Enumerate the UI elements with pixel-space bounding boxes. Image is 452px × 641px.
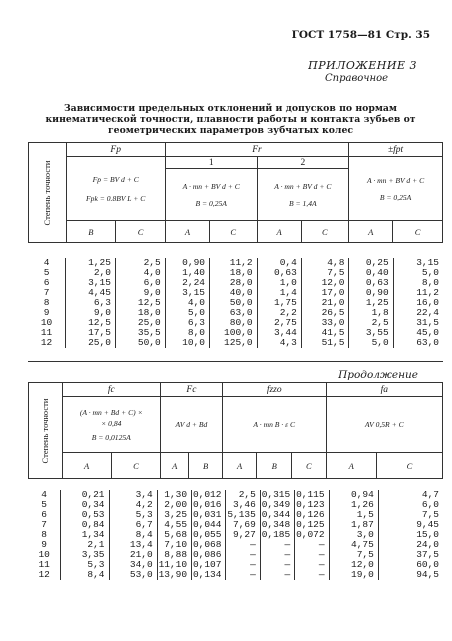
value-cell: 3,4 xyxy=(109,490,157,500)
value-cell: 16,0 xyxy=(393,298,443,308)
value-cell: 7,5 xyxy=(329,550,378,560)
value-cell: 4,7 xyxy=(378,490,443,500)
value-cell: 94,5 xyxy=(378,570,443,580)
value-cell: 25,0 xyxy=(115,318,165,328)
value-cell: 0,40 xyxy=(349,268,393,278)
value-cell: 5,68 xyxy=(157,530,191,540)
grade-cell: 6 xyxy=(41,509,47,520)
value-cell: — xyxy=(260,560,294,570)
value-cell: — xyxy=(295,550,329,560)
value-cell: 0,086 xyxy=(192,550,226,560)
value-cell: 5,135 xyxy=(226,510,260,520)
value-cell: 5,0 xyxy=(165,308,209,318)
fzzo-formula-cell xyxy=(222,397,326,453)
value-cell: 0,055 xyxy=(192,530,226,540)
fp-header: Fp xyxy=(66,143,165,157)
value-cell: 0,84 xyxy=(61,520,109,530)
value-cell: 12,0 xyxy=(301,278,349,288)
value-cell: 80,0 xyxy=(209,318,257,328)
value-cell: 5,3 xyxy=(109,510,157,520)
value-cell: 4,2 xyxy=(109,500,157,510)
table1-subhead-2: A xyxy=(165,221,209,243)
grade-cell: 11 xyxy=(40,327,53,338)
value-cell: — xyxy=(260,570,294,580)
value-cell: 12,5 xyxy=(66,318,116,328)
table-row xyxy=(28,570,443,580)
value-cell: 1,30 xyxy=(157,490,191,500)
value-cell: — xyxy=(226,570,260,580)
value-cell: 9,0 xyxy=(115,288,165,298)
grade-cell: 10 xyxy=(38,549,50,560)
value-cell: 0,53 xyxy=(61,510,109,520)
table1-subhead-3: C xyxy=(210,221,257,243)
value-cell: 11,2 xyxy=(209,258,257,268)
grade-cell: 12 xyxy=(40,337,53,348)
value-cell: 50,0 xyxy=(115,338,165,348)
value-cell: 0,63 xyxy=(349,278,393,288)
table1-subhead-4: A xyxy=(257,221,301,243)
value-cell: 5,0 xyxy=(349,338,393,348)
fr1-coef: B = 0,25A xyxy=(195,198,227,208)
value-cell: 10,0 xyxy=(165,338,209,348)
value-cell: 34,0 xyxy=(109,560,157,570)
fr2-formula: A · mn + BV d + C xyxy=(274,181,332,191)
value-cell: 35,5 xyxy=(115,328,165,338)
table1-subhead-5: C xyxy=(301,221,348,243)
value-cell: 8,0 xyxy=(393,278,443,288)
value-cell: — xyxy=(226,560,260,570)
fr2-coef: B = 1,4A xyxy=(288,198,317,208)
grade-stub-header-2: Степень точности xyxy=(29,383,63,479)
value-cell: 2,0 xyxy=(66,268,116,278)
value-cell: 15,0 xyxy=(378,530,443,540)
value-cell: — xyxy=(295,570,329,580)
fp-formula: Fp = BV d + C xyxy=(92,174,139,184)
grade-cell: 12 xyxy=(38,569,50,580)
value-cell: 31,5 xyxy=(393,318,443,328)
table1-subhead-1: C xyxy=(116,221,166,243)
fc-formula-cell xyxy=(62,397,161,453)
value-cell: 3,35 xyxy=(61,550,109,560)
value-cell: 21,0 xyxy=(301,298,349,308)
table1-subhead-0: B xyxy=(66,221,116,243)
table1-subhead-7: C xyxy=(393,221,443,243)
value-cell: 0,63 xyxy=(257,268,301,278)
value-cell: 17,0 xyxy=(301,288,349,298)
value-cell: 9,0 xyxy=(66,308,116,318)
value-cell: 25,0 xyxy=(66,338,116,348)
value-cell: 28,0 xyxy=(209,278,257,288)
value-cell: 3,15 xyxy=(66,278,116,288)
value-cell: 5,3 xyxy=(61,560,109,570)
value-cell: 3,15 xyxy=(165,288,209,298)
value-cell: 2,5 xyxy=(226,490,260,500)
value-cell: 9,27 xyxy=(226,530,260,540)
table2-subhead-1: C xyxy=(111,453,160,479)
grade-cell: 9 xyxy=(43,307,50,318)
value-cell: 0,344 xyxy=(260,510,294,520)
grade-cell: 5 xyxy=(43,267,50,278)
value-cell: 8,4 xyxy=(61,570,109,580)
value-cell: 125,0 xyxy=(209,338,257,348)
value-cell: 12,0 xyxy=(329,560,378,570)
value-cell: 53,0 xyxy=(109,570,157,580)
fc-formula-exp: × 0,84 xyxy=(101,418,122,428)
value-cell: 11,10 xyxy=(157,560,191,570)
table-row xyxy=(28,338,443,348)
value-cell: — xyxy=(226,540,260,550)
value-cell: 4,3 xyxy=(257,338,301,348)
table2-subhead-0: A xyxy=(62,453,111,479)
value-cell: — xyxy=(295,540,329,550)
value-cell: 60,0 xyxy=(378,560,443,570)
grade-cell: 10 xyxy=(40,317,53,328)
fc-header: fc xyxy=(62,383,161,397)
value-cell: 1,75 xyxy=(257,298,301,308)
fr1-formula: A · mn + BV d + C xyxy=(182,181,240,191)
value-cell: 0,068 xyxy=(192,540,226,550)
value-cell: 8,0 xyxy=(165,328,209,338)
value-cell: — xyxy=(260,550,294,560)
value-cell: 1,5 xyxy=(329,510,378,520)
fc-coef: B = 0,0125A xyxy=(91,432,131,442)
table1-bottom-rule xyxy=(28,361,443,362)
value-cell: — xyxy=(226,550,260,560)
value-cell: 4,0 xyxy=(165,298,209,308)
value-cell: 7,5 xyxy=(301,268,349,278)
appendix-title: ПРИЛОЖЕНИЕ 3 xyxy=(308,59,417,72)
table2-subhead-5: B xyxy=(257,453,292,479)
table2-subhead-8: C xyxy=(376,453,442,479)
value-cell: 63,0 xyxy=(393,338,443,348)
grade-cell: 11 xyxy=(38,559,50,570)
value-cell: 8,88 xyxy=(157,550,191,560)
value-cell: 7,69 xyxy=(226,520,260,530)
grade-cell: 8 xyxy=(43,297,50,308)
fpt-header: ±fpt xyxy=(349,143,443,157)
value-cell: 51,5 xyxy=(301,338,349,348)
grade-cell: 7 xyxy=(41,519,47,530)
value-cell: 13,4 xyxy=(109,540,157,550)
table2-subhead-7: A xyxy=(326,453,376,479)
value-cell: 6,0 xyxy=(115,278,165,288)
value-cell: 1,26 xyxy=(329,500,378,510)
value-cell: 0,012 xyxy=(192,490,226,500)
value-cell: 5,0 xyxy=(393,268,443,278)
grade-cell: 5 xyxy=(41,499,47,510)
fpt-formula: A · mn + BV d + C xyxy=(366,175,425,185)
value-cell: 26,5 xyxy=(301,308,349,318)
grade-cell: 7 xyxy=(43,287,50,298)
value-cell: 0,315 xyxy=(260,490,294,500)
value-cell: 100,0 xyxy=(209,328,257,338)
fr-col2-header: 2 xyxy=(257,157,349,169)
value-cell: 0,4 xyxy=(257,258,301,268)
value-cell: 6,0 xyxy=(378,500,443,510)
value-cell: 0,25 xyxy=(349,258,393,268)
value-cell: 3,25 xyxy=(157,510,191,520)
grade-cell: 4 xyxy=(41,489,47,500)
table2-subhead-6: C xyxy=(292,453,327,479)
value-cell: 0,115 xyxy=(295,490,329,500)
value-cell: 4,8 xyxy=(301,258,349,268)
value-cell: 0,126 xyxy=(295,510,329,520)
value-cell: 1,40 xyxy=(165,268,209,278)
value-cell: 0,016 xyxy=(192,500,226,510)
value-cell: 3,15 xyxy=(393,258,443,268)
value-cell: — xyxy=(260,540,294,550)
value-cell: 2,5 xyxy=(349,318,393,328)
value-cell: 45,0 xyxy=(393,328,443,338)
value-cell: 0,349 xyxy=(260,500,294,510)
value-cell: 9,45 xyxy=(378,520,443,530)
value-cell: 3,44 xyxy=(257,328,301,338)
fr2-formula-cell xyxy=(257,169,349,221)
fpt-coef: B = 0,25A xyxy=(379,192,412,202)
value-cell: 2,1 xyxy=(61,540,109,550)
table1-subhead-6: A xyxy=(349,221,393,243)
appendix-subtitle: Справочное xyxy=(325,73,389,84)
value-cell: 0,072 xyxy=(295,530,329,540)
page-header: ГОСТ 1758—81 Стр. 35 xyxy=(291,29,430,41)
value-cell: 22,4 xyxy=(393,308,443,318)
value-cell: 7,10 xyxy=(157,540,191,550)
value-cell: 0,031 xyxy=(192,510,226,520)
value-cell: 0,34 xyxy=(61,500,109,510)
table-title: Зависимости предельных отклонений и допусков по нормам кинематической точности, плавности работы и контакта зубьев от геометрических параметров зубчатых колес xyxy=(45,103,416,136)
fc-formula: (A · mn + Bd + C) × xyxy=(79,407,143,417)
value-cell: 4,0 xyxy=(115,268,165,278)
value-cell: 0,123 xyxy=(295,500,329,510)
value-cell: 7,5 xyxy=(378,510,443,520)
grade-cell: 6 xyxy=(43,277,50,288)
value-cell: 18,0 xyxy=(115,308,165,318)
fp-formula-cell xyxy=(66,157,165,221)
value-cell: 3,46 xyxy=(226,500,260,510)
grade-cell: 8 xyxy=(41,529,47,540)
value-cell: 0,94 xyxy=(329,490,378,500)
value-cell: 4,75 xyxy=(329,540,378,550)
table2-subhead-2: A xyxy=(161,453,189,479)
value-cell: 13,90 xyxy=(157,570,191,580)
value-cell: 0,107 xyxy=(192,560,226,570)
value-cell: 1,87 xyxy=(329,520,378,530)
Fc-formula: AV d + Bd xyxy=(175,420,208,429)
value-cell: 0,134 xyxy=(192,570,226,580)
Fc-formula-cell xyxy=(161,397,223,453)
value-cell: 40,0 xyxy=(209,288,257,298)
fpk-formula: Fpk = 0.8BV L + C xyxy=(86,193,146,203)
value-cell: 41,5 xyxy=(301,328,349,338)
value-cell: 1,25 xyxy=(66,258,116,268)
value-cell: 1,4 xyxy=(257,288,301,298)
value-cell: 0,044 xyxy=(192,520,226,530)
Fc-header: Fc xyxy=(161,383,223,397)
table1-body xyxy=(28,258,443,348)
value-cell: 6,3 xyxy=(66,298,116,308)
table2-header xyxy=(28,382,443,479)
value-cell: 2,5 xyxy=(115,258,165,268)
value-cell: 4,55 xyxy=(157,520,191,530)
value-cell: 8,4 xyxy=(109,530,157,540)
value-cell: 37,5 xyxy=(378,550,443,560)
table2-subhead-4: A xyxy=(222,453,257,479)
value-cell: 0,125 xyxy=(295,520,329,530)
value-cell: 18,0 xyxy=(209,268,257,278)
fpt-formula-cell xyxy=(349,157,443,221)
value-cell: 6,7 xyxy=(109,520,157,530)
value-cell: 2,75 xyxy=(257,318,301,328)
value-cell: 11,2 xyxy=(393,288,443,298)
value-cell: 50,0 xyxy=(209,298,257,308)
fa-formula: AV 0,5R + C xyxy=(364,420,404,429)
value-cell: 19,0 xyxy=(329,570,378,580)
value-cell: 3,55 xyxy=(349,328,393,338)
value-cell: 17,5 xyxy=(66,328,116,338)
fr-col1-header: 1 xyxy=(165,157,257,169)
value-cell: 0,90 xyxy=(165,258,209,268)
value-cell: 24,0 xyxy=(378,540,443,550)
value-cell: 1,8 xyxy=(349,308,393,318)
fr-header: Fr xyxy=(165,143,348,157)
value-cell: — xyxy=(295,560,329,570)
grade-cell: 9 xyxy=(41,539,47,550)
value-cell: 3,0 xyxy=(329,530,378,540)
grade-cell: 4 xyxy=(43,257,50,268)
value-cell: 0,21 xyxy=(61,490,109,500)
value-cell: 1,0 xyxy=(257,278,301,288)
value-cell: 63,0 xyxy=(209,308,257,318)
continuation-label: Продолжение xyxy=(338,369,418,381)
fa-header: fa xyxy=(326,383,442,397)
table2-body xyxy=(28,490,443,580)
fzzo-formula: A · mn B · ε C xyxy=(253,420,296,429)
value-cell: 2,24 xyxy=(165,278,209,288)
value-cell: 12,5 xyxy=(115,298,165,308)
value-cell: 0,185 xyxy=(260,530,294,540)
value-cell: 1,34 xyxy=(61,530,109,540)
value-cell: 0,90 xyxy=(349,288,393,298)
value-cell: 1,25 xyxy=(349,298,393,308)
table1-header xyxy=(28,142,443,243)
value-cell: 33,0 xyxy=(301,318,349,328)
value-cell: 4,45 xyxy=(66,288,116,298)
table2-subhead-3: B xyxy=(189,453,223,479)
value-cell: 0,348 xyxy=(260,520,294,530)
fa-formula-cell xyxy=(326,397,442,453)
fzzo-header: fzzo xyxy=(222,383,326,397)
value-cell: 6,3 xyxy=(165,318,209,328)
grade-stub-header: Степень точности xyxy=(29,143,67,243)
value-cell: 21,0 xyxy=(109,550,157,560)
fr1-formula-cell xyxy=(165,169,257,221)
value-cell: 2,00 xyxy=(157,500,191,510)
value-cell: 2,2 xyxy=(257,308,301,318)
